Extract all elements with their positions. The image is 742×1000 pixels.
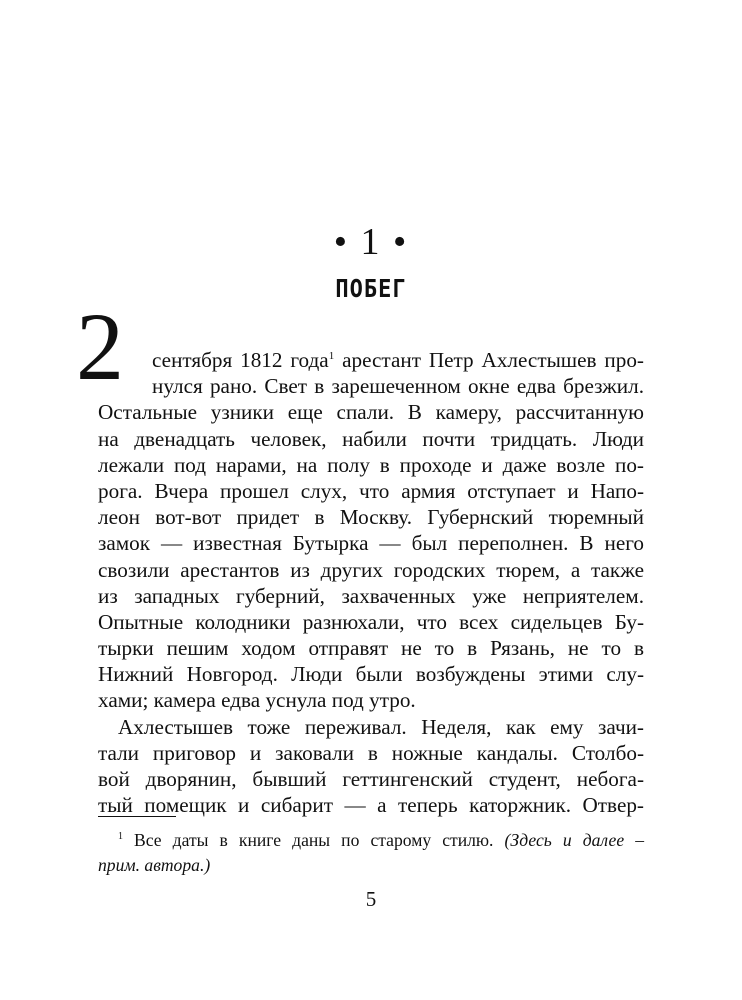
body-line: тали приговор и заковали в ножные кандалы. Столбо-: [98, 740, 644, 765]
body-text: [76, 293, 644, 818]
body-line: на двенадцать человек, набили почти тридцать. Люди: [98, 426, 644, 451]
chapter-title: ПОБЕГ: [335, 275, 407, 304]
drop-cap: 2: [76, 293, 124, 400]
body-line: Остальные узники еще спали. В камеру, рассчитанную: [98, 400, 644, 425]
footnote: [98, 828, 644, 878]
body-line: лежали под нарами, на полу в проходе и даже возле по-: [98, 452, 644, 477]
body-line-end: арестант Петр Ахлестышев про-: [334, 348, 644, 372]
footnote-ref: 1: [328, 349, 335, 362]
body-line: тырки пешим ходом отправят не то в Рязань, не то в: [98, 636, 644, 661]
body-line: замок — известная Бутырка — был переполнен. В него: [98, 531, 644, 556]
body-line: тый помещик и сибарит — а теперь каторжник. Отвер-: [98, 793, 644, 818]
body-line: Нижний Новгород. Люди были возбуждены этими слу-: [98, 662, 644, 687]
body-line: хами; камера едва уснула под утро.: [98, 688, 416, 713]
body-line: из западных губерний, захваченных уже неприятелем.: [98, 583, 644, 608]
footnote-text: Все даты в книге даны по старому стилю.: [123, 830, 505, 850]
footnote-line: [98, 853, 644, 878]
body-line: леон вот-вот придет в Москву. Губернский тюремный: [98, 505, 644, 530]
body-line: рога. Вчера прошел слух, что армия отступает и Напо-: [98, 478, 644, 503]
footnote-rule: [98, 816, 176, 817]
footnote-italic-end: прим. автора.): [98, 855, 211, 875]
body-line: Опытные колодники разнюхали, что всех сидельцев Бу-: [98, 609, 644, 634]
chapter-number: • 1 •: [333, 221, 409, 263]
body-line: нулся рано. Свет в зарешеченном окне едва брезжил.: [152, 374, 644, 399]
body-line: свозили арестантов из других городских тюрем, а также: [98, 557, 644, 582]
footnote-italic: (Здесь и далее –: [504, 830, 644, 850]
body-line-start: сентября 1812 года: [152, 348, 329, 372]
body-line: [98, 347, 644, 373]
page-number: 5: [365, 887, 377, 911]
body-line: вой дворянин, бывший геттингенский студент, небога-: [98, 767, 644, 791]
body-line: Ахлестышев тоже переживал. Неделя, как ему зачи-: [118, 714, 644, 739]
footnote-line: [98, 828, 644, 853]
footnote-marker: 1: [118, 831, 123, 843]
